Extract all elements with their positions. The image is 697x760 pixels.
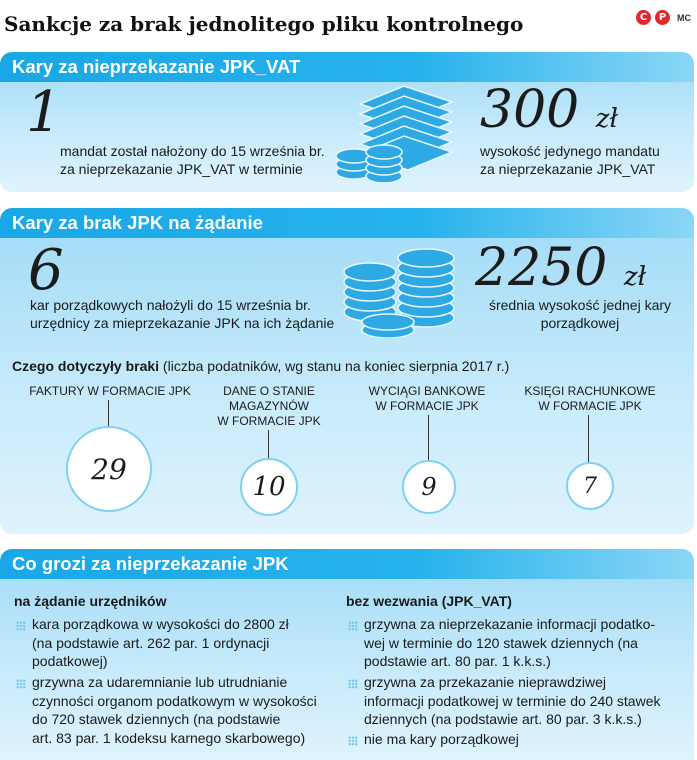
amount-value: 2250: [475, 238, 608, 298]
logo-p-icon: P: [655, 10, 670, 25]
category-value-circle: [240, 458, 298, 516]
logo-c-icon: C: [636, 10, 651, 25]
list-item-line: wej w terminie do 120 stawek dziennych (na: [364, 634, 638, 651]
category-label-line: MAGAZYNÓW: [229, 399, 309, 413]
breakdown-title: [12, 358, 509, 374]
money-stack-icon: [332, 82, 462, 182]
breakdown-title-note: (liczba podatników, wg stanu na koniec sierpnia 2017 r.): [159, 358, 510, 374]
list-item-line: grzywna za udaremnianie lub utrudnianie: [32, 674, 288, 690]
page-title: Sankcje za brak jednolitego pliku kontrolnego: [4, 12, 524, 36]
category-label-line: DANE O STANIE: [223, 384, 315, 398]
category-pointer: [268, 430, 269, 460]
section-jpk-on-demand: [0, 208, 694, 534]
category-label: [352, 384, 502, 414]
list-item-line: podstawie art. 80 par. 1 k.k.s.): [364, 653, 551, 669]
list-item-line: podatkowej): [32, 653, 108, 669]
category-label: [204, 384, 334, 429]
category-pointer: [108, 400, 109, 428]
stat-text-line: wysokość jedynego mandatu: [480, 143, 660, 159]
list-item-line: nie ma kary porządkowej: [364, 731, 519, 747]
category-label: [20, 384, 200, 399]
category-pointer: [428, 415, 429, 461]
brand-logo: [636, 10, 691, 25]
section-header: [0, 52, 694, 82]
column-title-left: na żądanie urzędników: [14, 593, 167, 609]
category-label-line: WYCIĄGI BANKOWE: [368, 384, 486, 398]
category-label-line: KSIĘGI RACHUNKOWE: [524, 384, 656, 398]
stat-text-line: średnia wysokość jednej kary: [488, 297, 672, 313]
stat-number: 1: [26, 80, 62, 145]
list-item: [32, 615, 289, 671]
coin-stack-icon: [340, 238, 460, 338]
bullet-icon: [348, 679, 358, 689]
stat-description: [480, 296, 680, 332]
section-header: [0, 208, 694, 238]
stat-description: [30, 296, 334, 332]
stat-amount: [475, 238, 646, 298]
category-label-line: FAKTURY W FORMACIE JPK: [29, 384, 191, 398]
category-value-circle: [566, 462, 614, 510]
list-item-line: kara porządkowa w wysokości do 2800 zł: [32, 616, 289, 632]
category-value: 9: [421, 473, 437, 501]
column-title-right: bez wezwania (JPK_VAT): [346, 593, 512, 609]
stat-text-line: za nieprzekazanie JPK_VAT w terminie: [60, 161, 303, 177]
section-title: Kary za nieprzekazanie JPK_VAT: [12, 56, 301, 77]
bullet-icon: [348, 621, 358, 631]
list-item-line: grzywna za przekazanie nieprawdziwej: [364, 674, 607, 690]
stat-description: [480, 142, 660, 178]
breakdown-title-bold: Czego dotyczyły braki: [12, 358, 160, 374]
stat-text-line: kar porządkowych nałożyli do 15 września br.: [30, 297, 311, 313]
category-value: 10: [252, 472, 286, 502]
section-title: Co grozi za nieprzekazanie JPK: [12, 553, 289, 574]
section-penalties: [0, 549, 694, 760]
list-item: [364, 615, 655, 671]
stat-description: [60, 142, 325, 178]
category-value-circle: [402, 460, 456, 514]
stat-text-line: porządkowej: [540, 315, 620, 331]
list-item-line: (na podstawie art. 262 par. 1 ordynacji: [32, 634, 270, 651]
list-item: [364, 730, 519, 749]
author-credit: MC: [677, 12, 691, 23]
amount-unit: zł: [623, 262, 647, 292]
stat-text-line: urzędnicy za mieprzekazanie JPK na ich żądanie: [30, 315, 335, 331]
list-item-line: do 720 stawek dziennych (na podstawie: [32, 711, 281, 727]
bullet-icon: [16, 621, 26, 631]
section-header: [0, 549, 694, 579]
category-label-line: W FORMACIE JPK: [538, 399, 642, 413]
stat-number: 6: [28, 238, 64, 303]
bullet-icon: [348, 736, 358, 746]
section-title: Kary za brak JPK na żądanie: [12, 212, 263, 233]
bullet-icon: [16, 679, 26, 689]
list-item-line: dziennych (na podstawie art. 80 par. 3 k.k.s.): [364, 711, 642, 727]
amount-unit: zł: [595, 104, 618, 134]
category-label-line: W FORMACIE JPK: [375, 399, 479, 413]
stat-text-line: mandat został nałożony do 15 września br.: [60, 143, 325, 159]
stat-amount: [480, 80, 618, 140]
category-label: [510, 384, 670, 414]
section-jpk-vat: [0, 52, 694, 192]
list-item-line: czynności organom podatkowym w wysokości: [32, 692, 317, 709]
category-value: 29: [91, 452, 127, 486]
stat-text-line: za nieprzekazanie JPK_VAT: [480, 161, 656, 177]
category-value-circle: [66, 426, 152, 512]
category-pointer: [588, 415, 589, 463]
list-item-line: informacji podatkowej w terminie do 240 stawek: [364, 692, 661, 709]
amount-value: 300: [480, 80, 580, 140]
category-value: 7: [583, 473, 597, 499]
list-item-line: grzywna za nieprzekazanie informacji podatko-: [364, 616, 656, 632]
list-item: [364, 673, 660, 729]
category-label-line: W FORMACIE JPK: [217, 414, 321, 428]
list-item: [32, 673, 317, 747]
list-item-line: art. 83 par. 1 kodeksu karnego skarbowego): [32, 729, 306, 746]
